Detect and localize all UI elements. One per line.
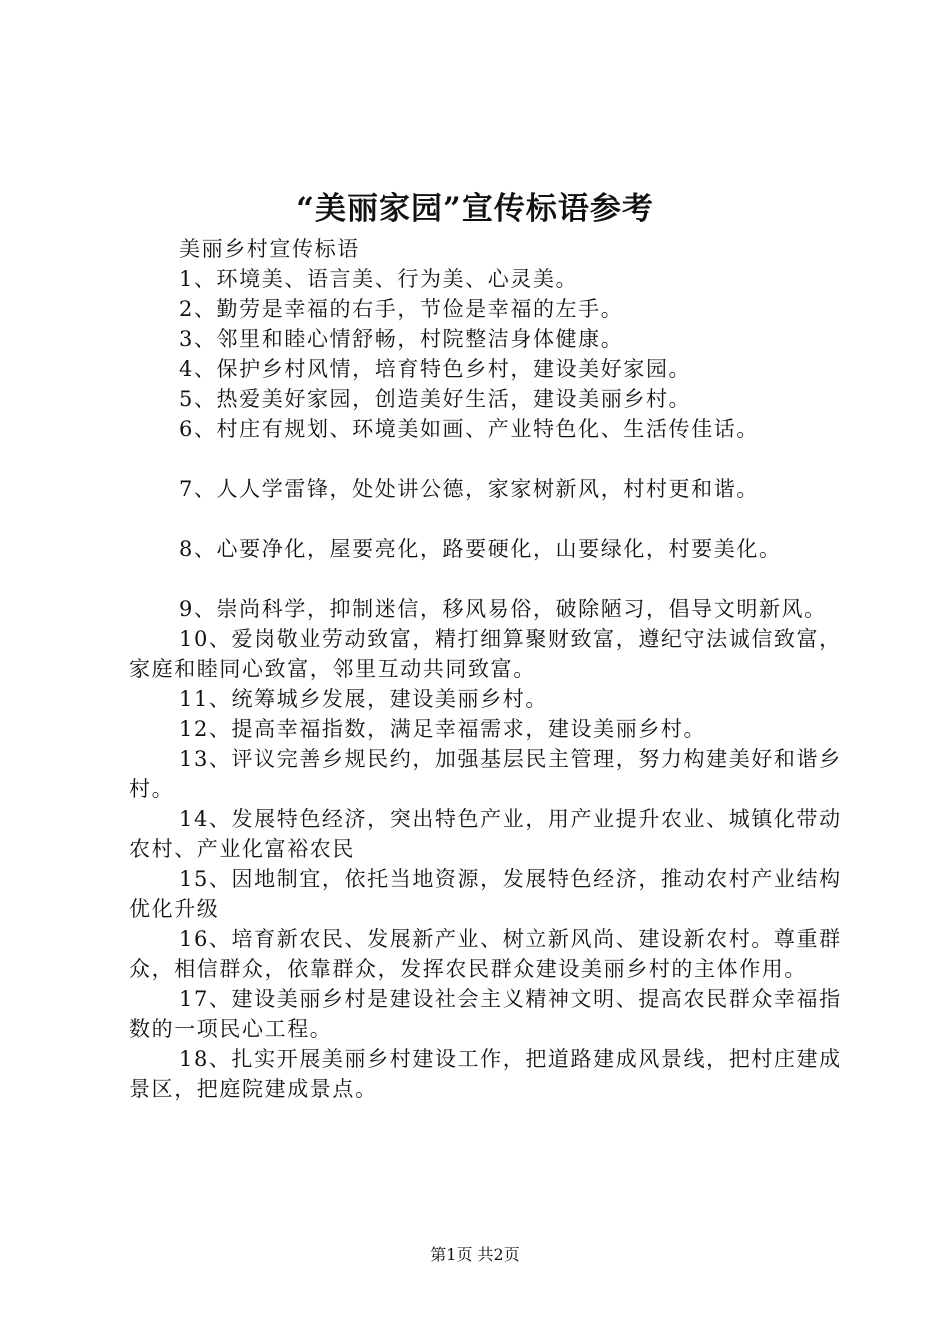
slogan-item-15: 15、因地制宜，依托当地资源，发展特色经济，推动农村产业结构优化升级 [129, 867, 842, 921]
slogan-item-3: 3、邻里和睦心情舒畅，村院整洁身体健康。 [179, 327, 624, 351]
slogan-item-6: 6、村庄有规划、环境美如画、产业特色化、生活传佳话。 [179, 417, 759, 441]
slogan-item-18: 18、扎实开展美丽乡村建设工作，把道路建成风景线，把村庄建成景区，把庭院建成景点。 [129, 1047, 842, 1101]
slogan-item-10: 10、爱岗敬业劳动致富，精打细算聚财致富，遵纪守法诚信致富，家庭和睦同心致富，邻里互动共同致富。 [129, 627, 842, 681]
document-body [129, 234, 853, 1104]
slogan-item-8: 8、心要净化，屋要亮化，路要硬化，山要绿化，村要美化。 [179, 537, 782, 561]
slogan-item-2: 2、勤劳是幸福的右手，节俭是幸福的左手。 [179, 297, 624, 321]
slogan-item-7: 7、人人学雷锋，处处讲公德，家家树新风，村村更和谐。 [179, 477, 759, 501]
slogan-item-12: 12、提高幸福指数，满足幸福需求，建设美丽乡村。 [179, 717, 707, 741]
page-footer: 第1页 共2页 [430, 1245, 520, 1264]
slogan-item-11: 11、统筹城乡发展，建设美丽乡村。 [179, 687, 548, 711]
slogan-item-5: 5、热爱美好家园，创造美好生活，建设美丽乡村。 [179, 387, 692, 411]
section-subtitle: 美丽乡村宣传标语 [179, 237, 360, 261]
slogan-item-13: 13、评议完善乡规民约，加强基层民主管理，努力构建美好和谐乡村。 [129, 747, 842, 801]
slogan-item-14: 14、发展特色经济，突出特色产业，用产业提升农业、城镇化带动农村、产业化富裕农民 [129, 807, 842, 861]
slogan-item-1: 1、环境美、语言美、行为美、心灵美。 [179, 267, 579, 291]
slogan-item-4: 4、保护乡村风情，培育特色乡村，建设美好家园。 [179, 357, 692, 381]
slogan-item-9: 9、崇尚科学，抑制迷信，移风易俗，破除陋习，倡导文明新风。 [179, 597, 827, 621]
slogan-item-16: 16、培育新农民、发展新产业、树立新风尚、建设新农村。尊重群众，相信群众，依靠群众，发挥农民群众建设美丽乡村的主体作用。 [129, 927, 842, 981]
page-title: “美丽家园”宣传标语参考 [296, 191, 654, 227]
slogan-item-17: 17、建设美丽乡村是建设社会主义精神文明、提高农民群众幸福指数的一项民心工程。 [129, 987, 842, 1041]
